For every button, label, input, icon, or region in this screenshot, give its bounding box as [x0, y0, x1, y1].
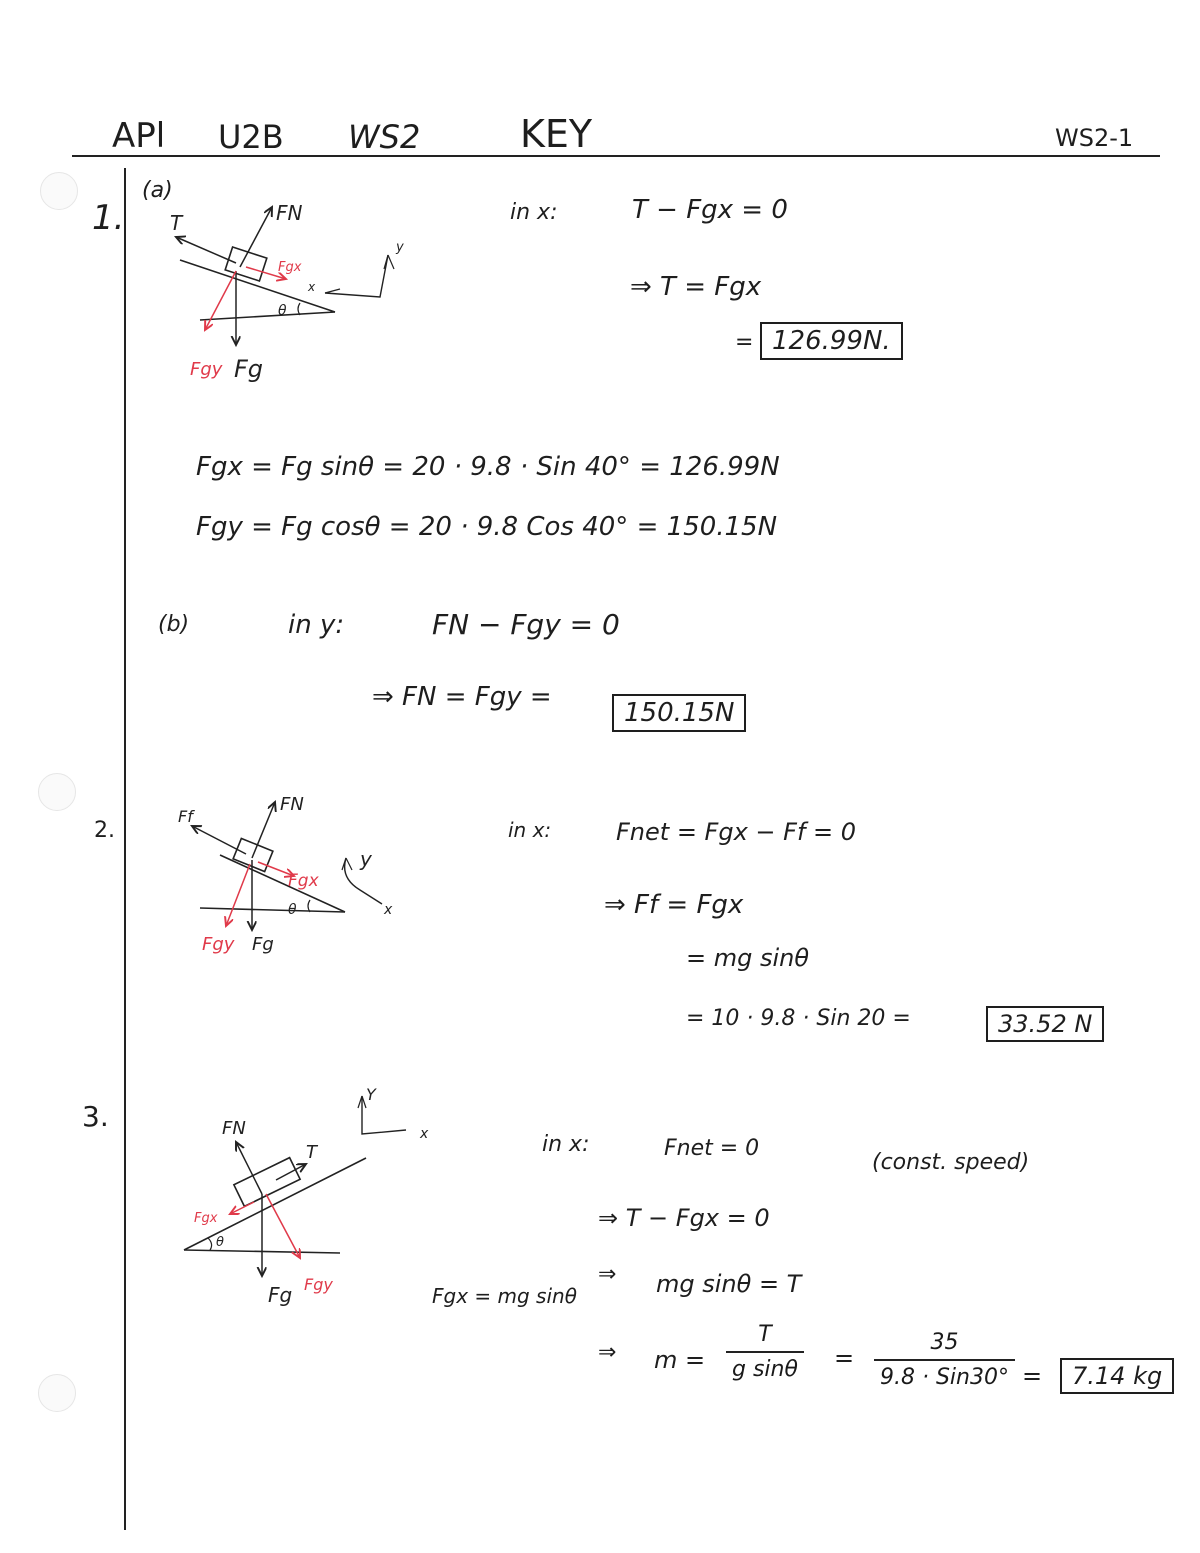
p1-incline-base	[200, 312, 335, 320]
p2-in-x-label: in x:	[508, 818, 552, 842]
p3-frac2-bar	[874, 1359, 1015, 1361]
p2-fgx-label: Fgx	[288, 871, 319, 891]
p3-note: (const. speed)	[872, 1150, 1030, 1175]
p1-fn-label: FN	[276, 201, 303, 225]
p1-block	[225, 247, 267, 281]
binder-hole-top	[40, 172, 78, 210]
p3-fgx-label: Fgx	[194, 1211, 218, 1226]
p1-eq5: ⇒ FN = Fgy =	[372, 682, 552, 712]
p3-eq-sign-1: =	[834, 1344, 855, 1372]
p2-fg-label: Fg	[252, 934, 274, 955]
p2-ff-label: Ff	[178, 807, 193, 826]
binder-hole-middle	[38, 773, 76, 811]
p1-in-x-label: in x:	[510, 200, 558, 225]
p1-fgy-arrow	[205, 271, 236, 330]
p2-answer: 33.52 N	[986, 1006, 1104, 1042]
p2-fgy-label: Fgy	[202, 934, 235, 955]
p1-theta-label: θ	[278, 303, 287, 319]
p3-fraction-2	[874, 1330, 1015, 1390]
p2-fn-label: FN	[280, 794, 304, 815]
p2-y-label: y	[360, 847, 372, 871]
p1-eq4: FN − Fgy = 0	[432, 608, 620, 641]
p3-frac2-den: 9.8 · Sin30°	[880, 1365, 1009, 1390]
p3-side-note: Fgx = mg sinθ	[432, 1284, 577, 1308]
p3-theta-label: θ	[216, 1235, 224, 1250]
p3-fgx-arrow	[230, 1202, 254, 1214]
binder-hole-bottom	[38, 1374, 76, 1412]
p3-angle-arc	[208, 1238, 212, 1250]
p3-answer: 7.14 kg	[1060, 1358, 1174, 1394]
p2-eq1: Fnet = Fgx − Ff = 0	[616, 818, 857, 846]
p1-answer-b: 150.15N	[612, 694, 746, 732]
p1-part-a-label: (a)	[142, 178, 173, 203]
p2-eq4: = 10 · 9.8 · Sin 20 =	[686, 1006, 911, 1031]
problem-number-2: 2.	[94, 818, 115, 843]
p2-x-label: x	[384, 902, 393, 918]
p2-eq3: = mg sinθ	[686, 944, 810, 972]
p2-incline-surface	[220, 855, 345, 912]
p3-tension-arrow	[276, 1164, 306, 1180]
p1-free-body-diagram	[150, 185, 450, 395]
p2-incline-base	[200, 908, 345, 912]
p1-part-b-label: (b)	[158, 612, 190, 637]
p3-x-label: x	[420, 1126, 429, 1142]
p1-y-label: y	[396, 240, 404, 255]
p3-fgy-label: Fgy	[304, 1275, 333, 1294]
p3-block	[234, 1158, 300, 1207]
p3-t-label: T	[306, 1142, 317, 1163]
p3-fgy-arrow	[266, 1194, 300, 1258]
p2-free-body-diagram	[170, 790, 430, 970]
p3-frac1-num: T	[758, 1322, 772, 1347]
p3-eq4-m: m =	[654, 1346, 706, 1374]
p2-friction-arrow	[192, 826, 246, 854]
p1-angle-arc	[298, 303, 300, 315]
p1-eq1: T − Fgx = 0	[632, 195, 788, 225]
p3-y-label: Y	[366, 1085, 376, 1104]
p3-eq4-arrow: ⇒	[598, 1340, 617, 1365]
p1-eq3-equals: =	[735, 330, 754, 355]
p2-eq2: ⇒ Ff = Fgx	[604, 890, 744, 920]
p1-fgy-label: Fgy	[190, 359, 223, 380]
p2-normal-arrow	[252, 802, 275, 858]
p3-incline-surface	[184, 1158, 366, 1250]
p3-eq1: Fnet = 0	[664, 1136, 760, 1161]
p3-fg-label: Fg	[268, 1283, 293, 1307]
p1-fgy-line: Fgy = Fg cosθ = 20 · 9.8 Cos 40° = 150.15N	[196, 512, 778, 542]
problem-number-3: 3.	[82, 1100, 109, 1133]
key-label: KEY	[520, 112, 593, 156]
p2-theta-label: θ	[288, 902, 297, 918]
p3-eq2: ⇒ T − Fgx = 0	[598, 1204, 770, 1232]
p3-eq-sign-2: =	[1022, 1362, 1043, 1390]
margin-rule	[124, 168, 126, 1530]
p1-tension-arrow	[176, 237, 236, 263]
p3-frac2-num: 35	[930, 1330, 959, 1355]
p1-fg-label: Fg	[234, 355, 264, 383]
p3-in-x-label: in x:	[542, 1132, 590, 1157]
p3-normal-arrow	[236, 1142, 262, 1194]
p3-frac1-den: g sinθ	[732, 1357, 798, 1382]
p1-t-label: T	[170, 211, 183, 235]
course-label: APl	[112, 116, 166, 156]
p3-fn-label: FN	[222, 1118, 246, 1139]
p1-fgx-label: Fgx	[278, 260, 302, 275]
unit-label: U2B	[218, 118, 284, 156]
p1-eq2: ⇒ T = Fgx	[630, 272, 762, 302]
p3-eq3-arrow: ⇒	[598, 1262, 617, 1287]
p1-fgx-line: Fgx = Fg sinθ = 20 · 9.8 · Sin 40° = 126.99N	[196, 452, 780, 482]
p3-free-body-diagram	[180, 1085, 460, 1320]
p3-eq3: mg sinθ = T	[656, 1270, 802, 1298]
page-label: WS2-1	[1055, 124, 1134, 152]
p3-fraction-1	[726, 1322, 804, 1382]
p1-x-label: x	[308, 280, 316, 294]
p3-frac1-bar	[726, 1351, 804, 1353]
p2-fgy-arrow	[226, 864, 250, 926]
worksheet-label: WS2	[348, 118, 421, 156]
p1-answer-a: 126.99N.	[760, 322, 903, 360]
problem-number-1: 1.	[92, 198, 125, 238]
p1-in-y-label: in y:	[288, 610, 345, 640]
